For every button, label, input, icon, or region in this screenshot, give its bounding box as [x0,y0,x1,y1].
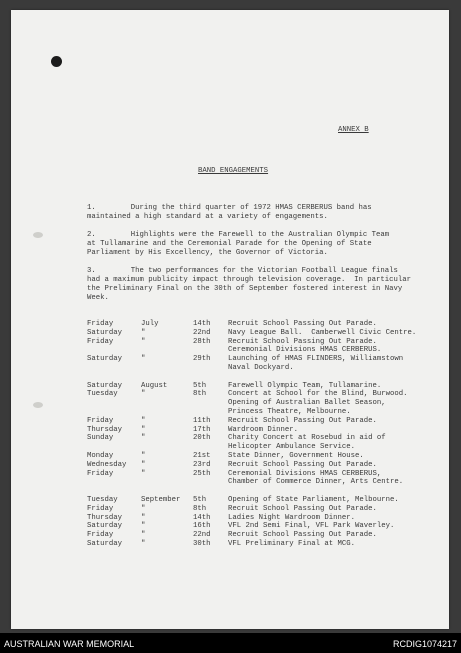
engagement-event: Recruit School Passing Out Parade. [228,504,377,513]
engagement-row [11,505,449,514]
engagement-event: State Dinner, Government House. [228,452,364,460]
engagement-day: Friday [87,320,114,328]
engagement-day: Saturday [87,540,123,548]
engagement-event: VFL 2nd Semi Final, VFL Park Waverley. [228,522,395,531]
engagement-event: Opening of Australian Ballet Season, [228,399,386,408]
engagement-row [11,373,449,382]
document-page [11,10,449,629]
engagement-row [11,329,449,338]
paragraph-2: 2. Highlights were the Farewell to the Australian Olympic Team at Tullamarine and the Ceremonial Parade for the Opening of State Parliament by His Excellency, the Governor of Victoria. [87,231,390,257]
engagement-row [11,434,449,443]
engagement-day: Saturday [87,355,123,364]
engagement-event: Recruit School Passing Out Parade. [228,416,377,425]
engagement-month: " [141,337,146,346]
engagement-date: 11th [193,416,211,425]
engagement-day: Friday [87,469,114,478]
engagement-date: 20th [193,434,211,443]
engagement-row [11,346,449,355]
engagement-day: Sunday [87,434,114,443]
engagement-date: 5th [193,496,207,504]
paragraph-3: 3. The two performances for the Victorian Football League finals had a maximum publicity impact through television coverage. In particular the Preliminary Final on the 30th of September fostered interest in Navy Week. [87,267,412,302]
engagement-row [11,470,449,479]
engagement-day: Tuesday [87,496,118,504]
engagement-row [11,496,449,505]
engagement-event: Helicopter Ambulance Service. [228,443,355,452]
engagement-row [11,390,449,399]
engagement-event: VFL Preliminary Final at MCG. [228,540,355,548]
engagement-event: Princess Theatre, Melbourne. [228,408,351,416]
engagement-day: Thursday [87,513,123,522]
engagement-day: Saturday [87,381,123,390]
engagement-month: " [141,460,146,469]
engagement-row [11,320,449,329]
engagement-event: Chamber of Commerce Dinner, Arts Centre. [228,478,404,487]
engagement-month: " [141,531,146,540]
engagement-date: 8th [193,504,207,513]
engagement-row [11,531,449,540]
engagement-month: " [141,416,146,425]
engagement-month: July [141,320,159,328]
engagement-row [11,452,449,461]
engagement-month: " [141,522,146,531]
engagement-event: Launching of HMAS FLINDERS, Williamstown [228,355,404,364]
engagement-date: 17th [193,425,211,434]
engagement-month: August [141,381,168,390]
engagement-date: 30th [193,540,211,548]
engagement-date: 16th [193,522,211,531]
engagement-date: 22nd [193,531,211,540]
engagement-month: " [141,513,146,522]
engagement-date: 14th [193,320,211,328]
engagement-event: Wardroom Dinner. [228,425,299,434]
engagement-date: 8th [193,390,207,399]
engagement-day: Friday [87,504,114,513]
engagement-row [11,487,449,496]
engagement-event: Recruit School Passing Out Parade. [228,460,377,469]
engagement-event: Navy League Ball. Camberwell Civic Centre. [228,328,417,337]
engagement-event: Naval Dockyard. [228,364,294,372]
engagement-date: 21st [193,452,211,460]
annex-label: ANNEX B [338,126,369,134]
engagement-month: " [141,390,146,399]
engagement-row [11,540,449,549]
engagement-month: " [141,425,146,434]
document-title: BAND ENGAGEMENTS [198,167,269,175]
engagement-row [11,478,449,487]
engagement-event: Charity Concert at Rosebud in aid of [228,434,386,443]
paper-mark [33,232,43,238]
engagement-date: 25th [193,469,211,478]
paragraph-1: 1. During the third quarter of 1972 HMAS CERBERUS band has maintained a high standard at a variety of engagements. [87,204,372,221]
engagement-event: Recruit School Passing Out Parade. [228,337,377,346]
engagement-event: Farewell Olympic Team, Tullamarine. [228,381,382,390]
engagement-row [11,399,449,408]
engagement-day: Monday [87,452,114,460]
engagement-month: " [141,355,146,364]
engagement-row [11,382,449,391]
engagement-month: " [141,504,146,513]
engagement-month: " [141,434,146,443]
engagement-row [11,417,449,426]
engagement-month: " [141,328,146,337]
engagement-month: " [141,540,146,548]
engagement-month: " [141,452,146,460]
engagement-date: 29th [193,355,211,364]
footer-source: AUSTRALIAN WAR MEMORIAL [4,639,135,649]
engagement-event: Ceremonial Divisions HMAS CERBERUS, [228,469,382,478]
engagement-day: Tuesday [87,390,118,399]
engagement-event: Ceremonial Divisions HMAS CERBERUS. [228,346,382,355]
engagement-date: 28th [193,337,211,346]
punch-hole [51,56,62,67]
engagement-event: Recruit School Passing Out Parade. [228,531,377,540]
engagement-row [11,426,449,435]
engagement-row [11,522,449,531]
engagement-month: September [141,496,181,504]
engagement-row [11,443,449,452]
engagement-date: 22nd [193,328,211,337]
engagement-date: 14th [193,513,211,522]
engagement-date: 5th [193,381,207,390]
engagement-row [11,338,449,347]
engagement-event: Opening of State Parliament, Melbourne. [228,496,399,504]
engagement-date: 23rd [193,460,211,469]
engagement-row [11,461,449,470]
engagement-day: Wednesday [87,460,127,469]
engagement-event: Concert at School for the Blind, Burwood. [228,390,408,399]
footer-record-id: RCDIG1074217 [392,639,457,649]
engagement-event: Recruit School Passing Out Parade. [228,320,377,328]
engagement-row [11,408,449,417]
engagement-event: Ladies Night Wardroom Dinner. [228,513,355,522]
engagement-row [11,364,449,373]
engagement-day: Saturday [87,328,123,337]
engagement-day: Saturday [87,522,123,531]
engagement-row [11,355,449,364]
engagement-day: Friday [87,337,114,346]
archive-footer [0,633,461,653]
engagement-day: Friday [87,531,114,540]
engagement-row [11,514,449,523]
engagement-day: Thursday [87,425,123,434]
engagement-month: " [141,469,146,478]
engagement-day: Friday [87,416,114,425]
